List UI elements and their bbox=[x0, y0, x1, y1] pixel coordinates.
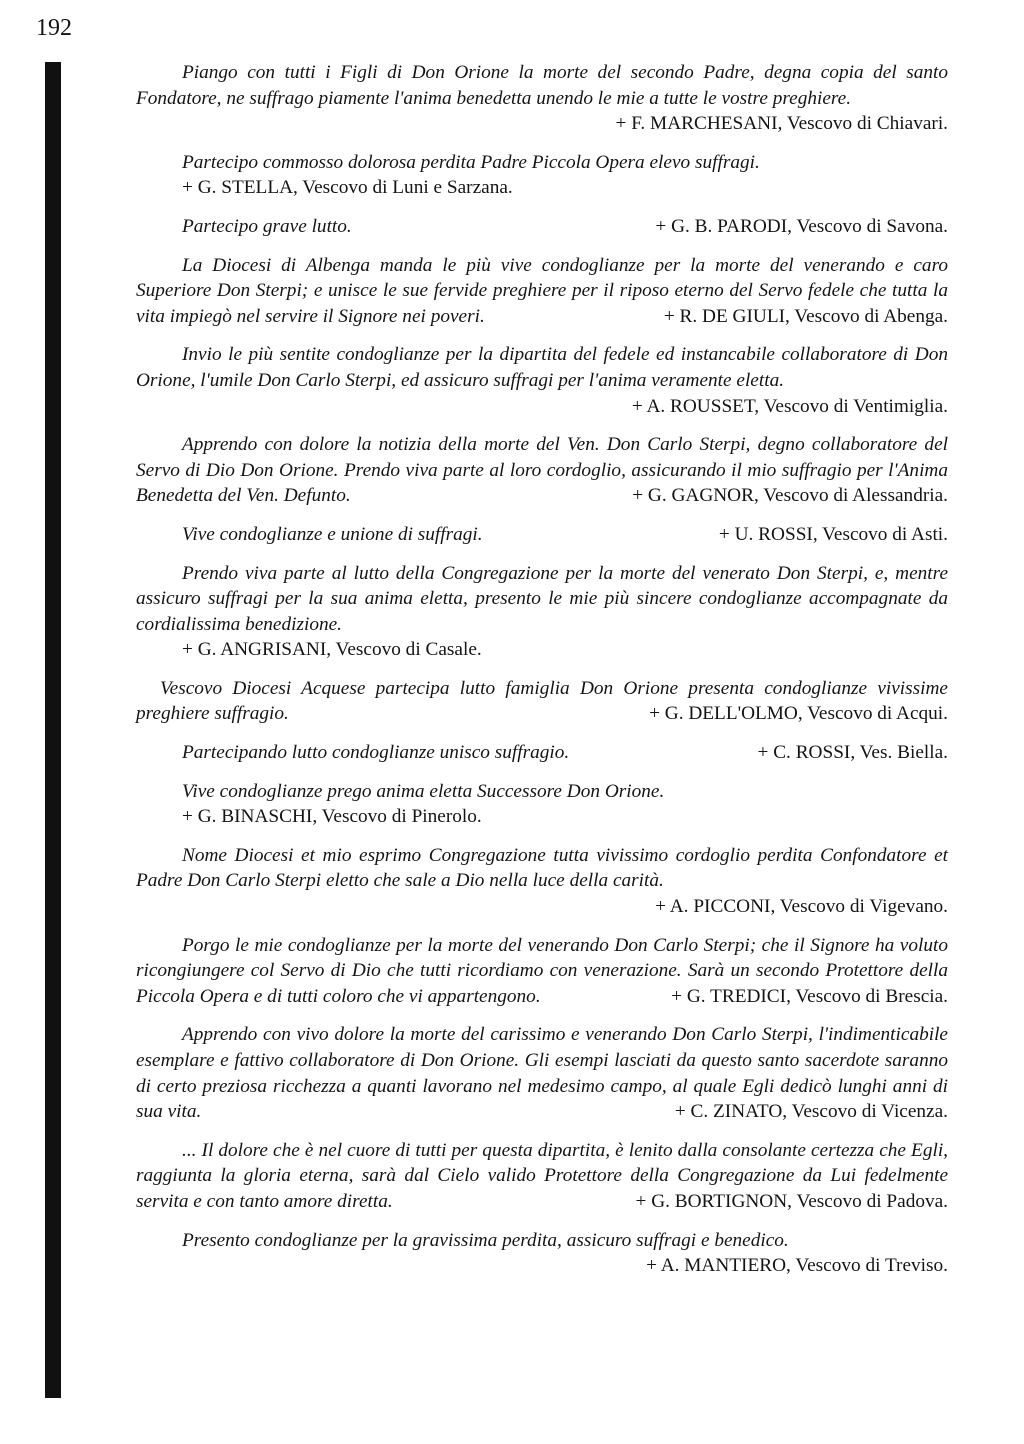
bishop-signature: + G. B. PARODI, Vescovo di Savona. bbox=[655, 215, 948, 237]
condolence-entry bbox=[136, 1228, 948, 1279]
bishop-signature: + A. MANTIERO, Vescovo di Treviso. bbox=[646, 1255, 948, 1277]
margin-bar bbox=[45, 62, 61, 1398]
bishop-signature: + G. STELLA, Vescovo di Luni e Sarzana. bbox=[182, 177, 513, 199]
condolence-entry bbox=[136, 150, 948, 201]
condolence-entry bbox=[136, 1022, 948, 1124]
page-number: 192 bbox=[36, 15, 72, 41]
condolence-message: Apprendo con dolore la notizia della morte del Ven. Don Carlo Sterpi, degno collaboratore del Servo di Dio Don Orione. Prendo viva parte al loro cordoglio, assicurando il mio suffragio per l'Anima Benedetta del Ven. Defunto. bbox=[136, 434, 948, 507]
condolence-entry bbox=[136, 843, 948, 920]
condolence-message: ... Il dolore che è nel cuore di tutti per questa dipartita, è lenito dalla consolante certezza che Egli, raggiunta la gloria eterna, sarà dal Cielo valido Protettore della Congregazione da Lui fedelmente servita e con tanto amore diretta. bbox=[136, 1139, 948, 1212]
condolence-entry bbox=[136, 933, 948, 1010]
condolence-message: Vive condoglianze prego anima eletta Successore Don Orione. bbox=[182, 780, 665, 802]
condolence-entry bbox=[136, 342, 948, 419]
condolence-message: Partecipando lutto condoglianze unisco suffragio. bbox=[182, 742, 570, 764]
condolence-message: Partecipo grave lutto. bbox=[182, 215, 352, 237]
condolence-message: Invio le più sentite condoglianze per la dipartita del fedele ed instancabile collaboratore di Don Orione, l'umile Don Carlo Sterpi, ed assicuro suffragi per l'anima veramente eletta. bbox=[136, 344, 948, 391]
bishop-signature: + C. ROSSI, Ves. Biella. bbox=[757, 742, 948, 764]
condolence-entry bbox=[136, 214, 948, 240]
condolence-message: Partecipo commosso dolorosa perdita Padre Piccola Opera elevo suffragi. bbox=[182, 151, 760, 173]
condolence-message: Piango con tutti i Figli di Don Orione la morte del secondo Padre, degna copia del santo Fondatore, ne suffrago piamente l'anima benedetta unendo le mie a tutte le vostre preghiere. bbox=[136, 62, 948, 109]
bishop-signature: + U. ROSSI, Vescovo di Asti. bbox=[718, 523, 948, 545]
condolence-list bbox=[136, 60, 948, 1292]
condolence-message: Vive condoglianze e unione di suffragi. bbox=[182, 523, 483, 545]
bishop-signature: + C. ZINATO, Vescovo di Vicenza. bbox=[674, 1101, 948, 1123]
condolence-entry bbox=[136, 740, 948, 766]
condolence-entry bbox=[136, 1138, 948, 1215]
condolence-entry bbox=[136, 676, 948, 727]
condolence-entry bbox=[136, 561, 948, 663]
bishop-signature: + G. DELL'OLMO, Vescovo di Acqui. bbox=[649, 703, 948, 725]
condolence-entry bbox=[136, 253, 948, 330]
condolence-message: Prendo viva parte al lutto della Congregazione per la morte del venerato Don Sterpi, e, mentre assicuro suffragi per la sua anima eletta, presento le mie più sincere condoglianze accompagnate da cordialissima benedizione. bbox=[136, 562, 948, 635]
bishop-signature: + R. DE GIULI, Vescovo di Abenga. bbox=[663, 305, 948, 327]
condolence-entry bbox=[136, 522, 948, 548]
bishop-signature: + G. BINASCHI, Vescovo di Pinerolo. bbox=[182, 806, 482, 828]
condolence-message: La Diocesi di Albenga manda le più vive condoglianze per la morte del venerando e caro Superiore Don Sterpi; e unisce le sue fervide preghiere per il riposo eterno del Servo fedele che tutta la vita impiegò nel servire il Signore nei poveri. bbox=[136, 254, 948, 327]
condolence-message: Presento condoglianze per la gravissima perdita, assicuro suffragi e benedico. bbox=[182, 1229, 789, 1251]
condolence-entry bbox=[136, 779, 948, 830]
bishop-signature: + F. MARCHESANI, Vescovo di Chiavari. bbox=[615, 113, 948, 135]
bishop-signature: + A. ROUSSET, Vescovo di Ventimiglia. bbox=[631, 395, 948, 417]
condolence-entry bbox=[136, 60, 948, 137]
condolence-message: Apprendo con vivo dolore la morte del carissimo e venerando Don Carlo Sterpi, l'indimenticabile esemplare e fattivo collaboratore di Don Orione. Gli esempi lasciati da questo santo sacerdote saranno di certo preziosa ricchezza a quanti lavorano nel medesimo campo, al quale Egli dedicò lunghi anni di sua vita. bbox=[136, 1024, 948, 1123]
bishop-signature: + G. ANGRISANI, Vescovo di Casale. bbox=[182, 639, 482, 661]
condolence-message: Nome Diocesi et mio esprimo Congregazione tutta vivissimo cordoglio perdita Confondatore et Padre Don Carlo Sterpi eletto che sale a Dio nella luce della carità. bbox=[136, 844, 948, 892]
bishop-signature: + G. TREDICI, Vescovo di Brescia. bbox=[671, 985, 948, 1007]
condolence-message: Vescovo Diocesi Acquese partecipa lutto famiglia Don Orione presenta condoglianze vivissime preghiere suffragio. bbox=[136, 677, 948, 725]
bishop-signature: + A. PICCONI, Vescovo di Vigevano. bbox=[655, 896, 948, 918]
condolence-message: Porgo le mie condoglianze per la morte del venerando Don Carlo Sterpi; che il Signore ha voluto ricongiungere col Servo di Dio che tutti ricordiamo con venerazione. Sarà un secondo Protettore della Piccola Opera e di tutti coloro che vi appartengono. bbox=[136, 934, 948, 1007]
condolence-entry bbox=[136, 432, 948, 509]
bishop-signature: + G. BORTIGNON, Vescovo di Padova. bbox=[635, 1190, 948, 1212]
bishop-signature: + G. GAGNOR, Vescovo di Alessandria. bbox=[632, 485, 948, 507]
